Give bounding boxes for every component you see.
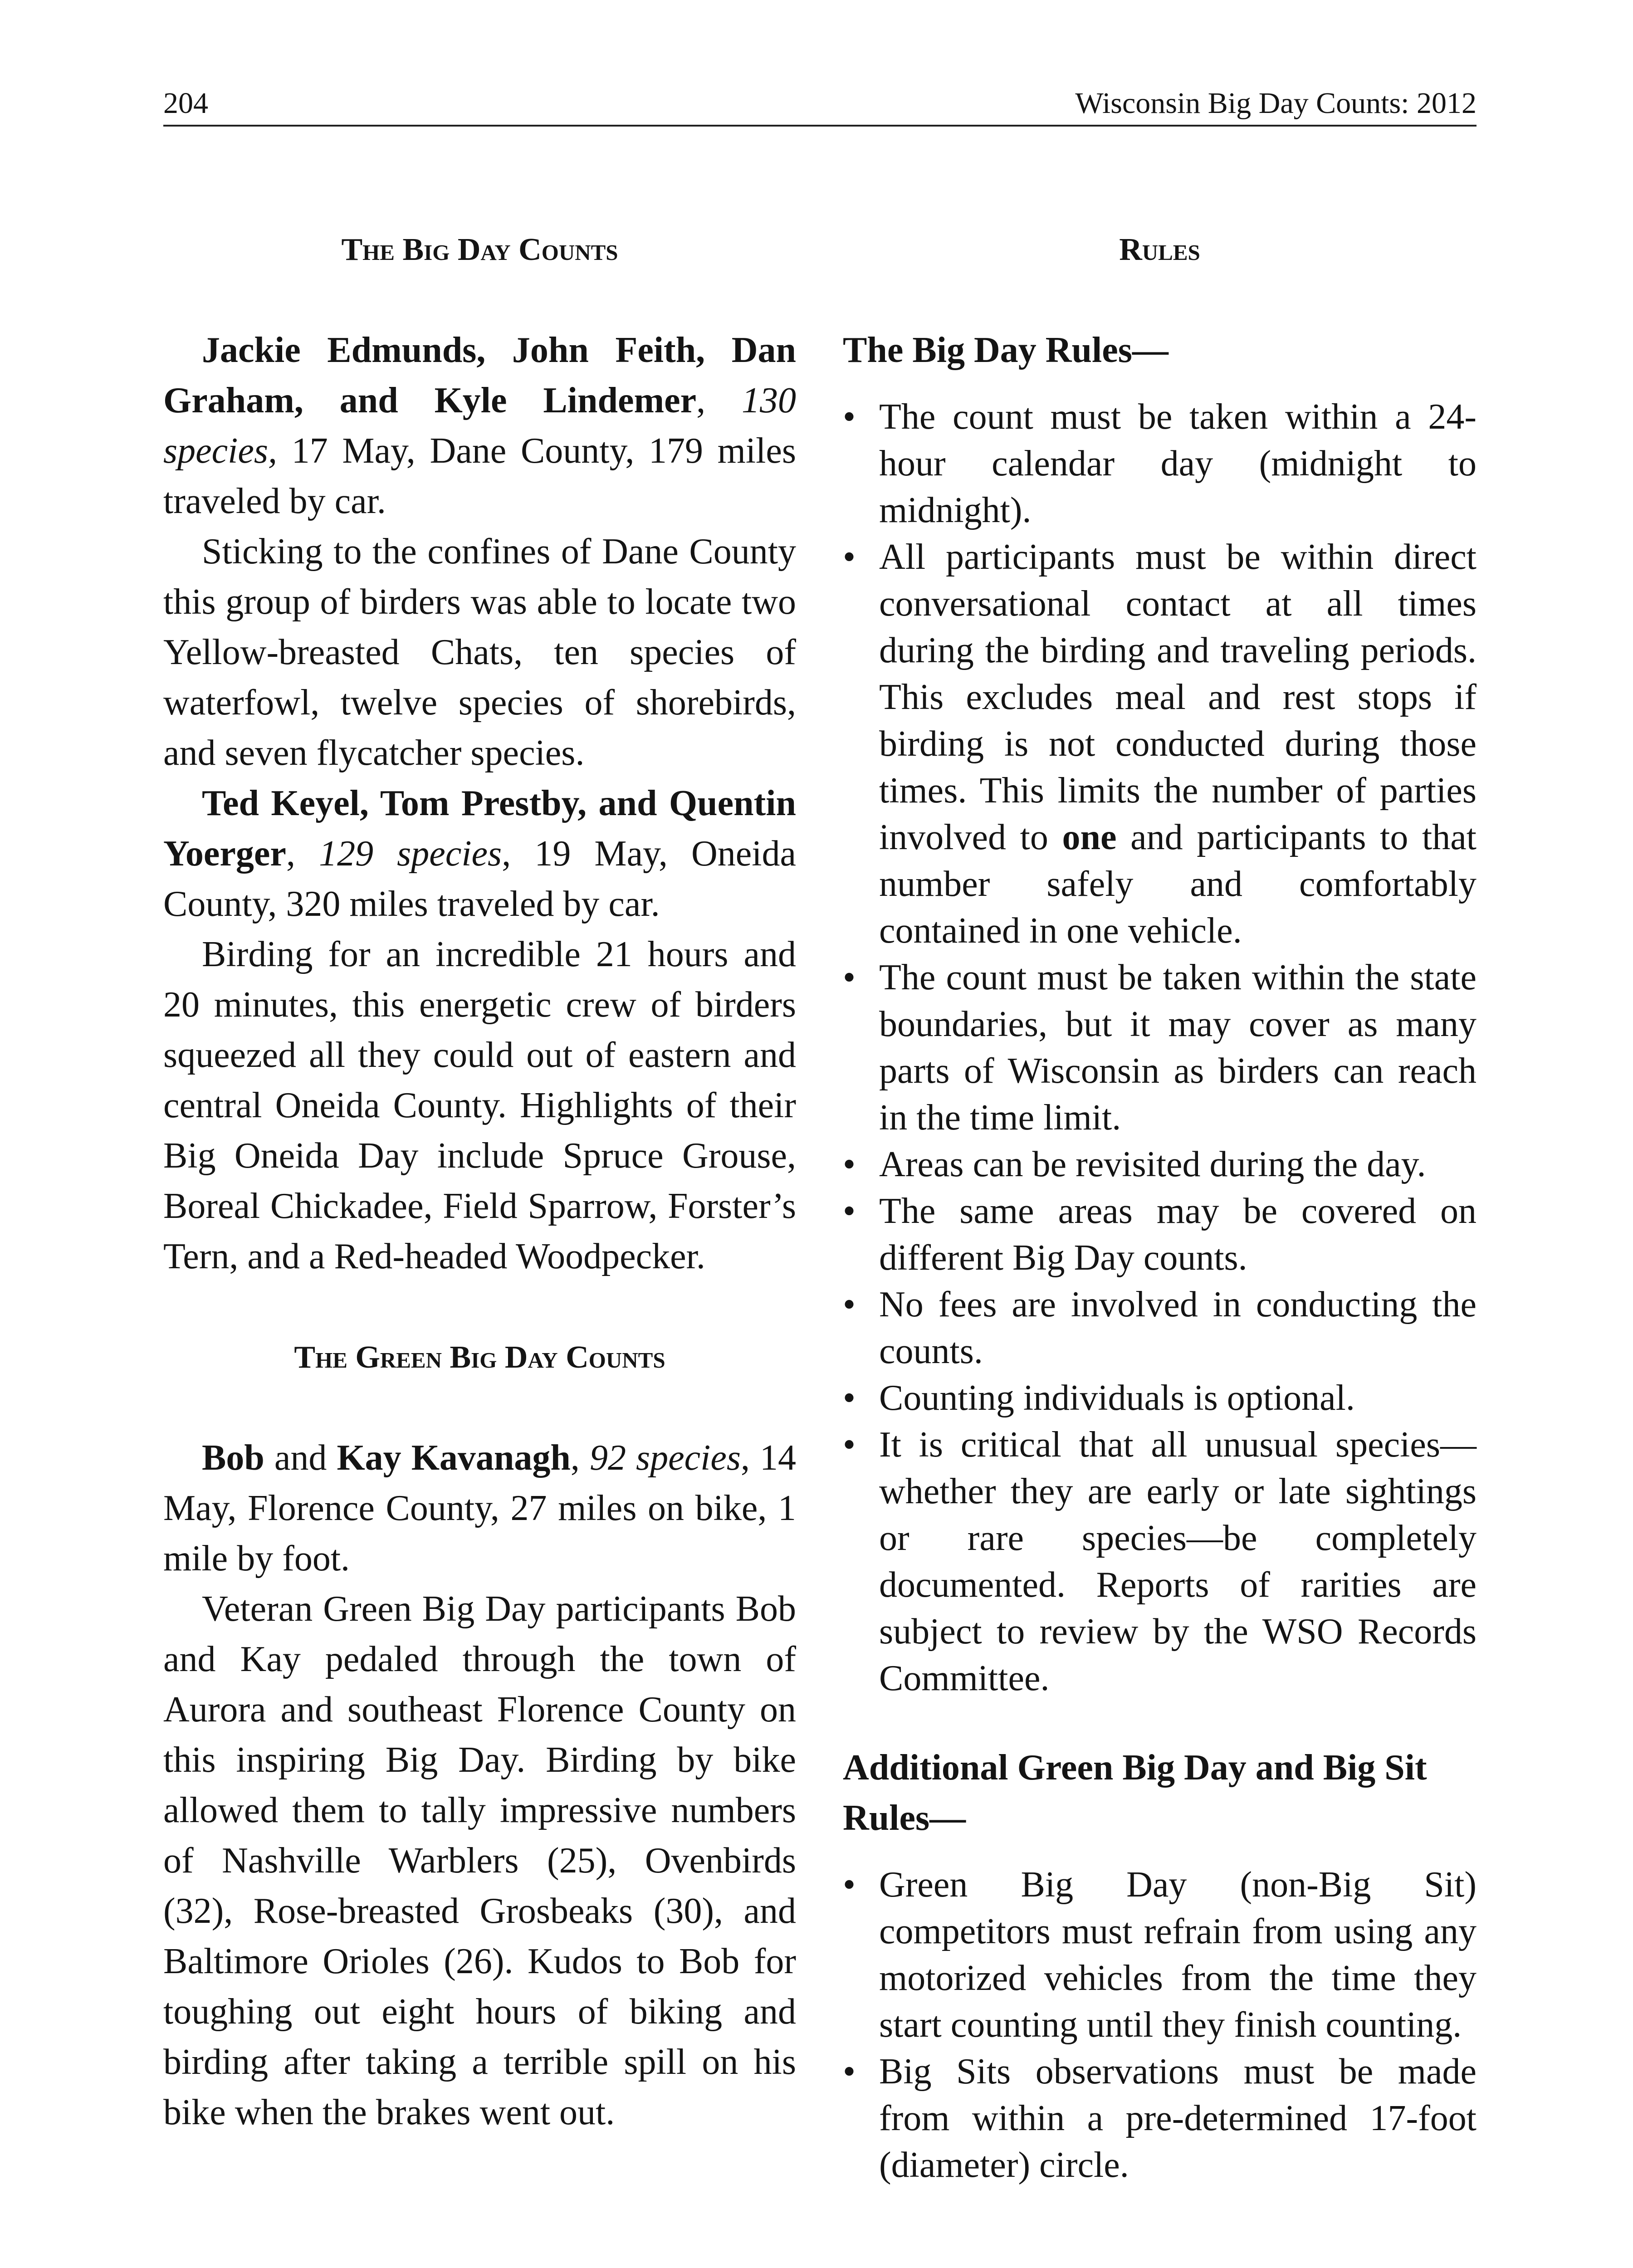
rules-heading: Rules (1119, 232, 1200, 267)
list-item: • The same areas may be covered on different Big Day counts. (843, 1188, 1477, 1281)
big-day-rules-heading: The Big Day Rules— (843, 330, 1169, 370)
bullet-icon: • (843, 1144, 856, 1184)
entry-details: , 19 May, Oneida County, 320 miles traveled by car. (163, 834, 797, 924)
green-rules-heading: Additional Green Big Day and Big Sit Rules— (843, 1748, 1427, 1838)
running-title: Wisconsin Big Day Counts: 2012 (1075, 87, 1477, 120)
right-column (843, 225, 1477, 2189)
entry-edmunds-header: Jackie Edmunds, John Feith, Dan Graham, and Kyle Lindemer, 130 species, 17 May, Dane County, 179 miles traveled by car. (163, 330, 797, 521)
list-item: • The count must be taken within a 24-hour calendar day (midnight to midnight). (843, 394, 1477, 534)
big-day-rules-list (843, 394, 1477, 1702)
bullet-icon: • (843, 1378, 856, 1418)
bullet-icon: • (843, 1425, 856, 1465)
bullet-icon: • (843, 2052, 856, 2092)
entry-name-kay: Kay Kavanagh (337, 1438, 571, 1478)
page-header (163, 82, 1477, 127)
list-item: • All participants must be within direct conversational contact at all times during the birding and traveling periods. This excludes meal and rest stops if birding is not conducted during those times. This limits the number of parties involved to one and participants to that number safely and comfortably contained in one vehicle. (843, 534, 1477, 954)
entry-kavanagh-header: Bob and Kay Kavanagh, 92 species, 14 May, Florence County, 27 miles on bike, 1 mile by foot. (163, 1438, 797, 1579)
entry-species: 92 species (589, 1438, 741, 1478)
entry-edmunds-body: Sticking to the confines of Dane County this group of birders was able to locate two Yellow-breasted Chats, ten species of waterfowl, twelve species of shorebirds, and seven flycatcher species. (163, 532, 796, 773)
green-rules-list (843, 1862, 1477, 2189)
big-day-counts-heading: The Big Day Counts (341, 232, 618, 267)
page-number: 204 (163, 87, 208, 120)
list-item: • It is critical that all unusual species—whether they are early or late sightings or rare species—be completely documented. Reports of rarities are subject to review by the WSO Records Committee. (843, 1422, 1477, 1702)
entry-names: Ted Keyel, Tom Prestby, and Quentin Yoerger (163, 783, 796, 874)
bullet-icon: • (843, 537, 856, 577)
bullet-icon: • (843, 1285, 856, 1325)
entry-names: Jackie Edmunds, John Feith, Dan Graham, and Kyle Lindemer (163, 330, 796, 420)
bullet-icon: • (843, 958, 856, 997)
list-item: • Counting individuals is optional. (843, 1375, 1477, 1422)
list-item: • The count must be taken within the state boundaries, but it may cover as many parts of Wisconsin as birders can reach in the time limit. (843, 954, 1477, 1141)
bullet-icon: • (843, 1191, 856, 1231)
bullet-icon: • (843, 397, 856, 437)
entry-species: 129 species (319, 834, 502, 874)
list-item: • Areas can be revisited during the day. (843, 1141, 1477, 1188)
bullet-icon: • (843, 1865, 856, 1905)
entry-species: 130 species, (163, 381, 797, 471)
entry-kavanagh-body: Veteran Green Big Day participants Bob and Kay pedaled through the town of Aurora and southeast Florence County on this inspiring Big Day. Birding by bike allowed them to tally impressive numbers of Nashville Warblers (25), Ovenbirds (32), Rose-breasted Grosbeaks (30), and Baltimore Orioles (26). Kudos to Bob for toughing out eight hours of biking and birding after taking a terrible spill on his bike when the brakes went out. (163, 1589, 796, 2132)
entry-details: 17 May, Dane County, 179 miles traveled by car. (163, 431, 796, 521)
green-big-day-counts-heading: The Green Big Day Counts (294, 1340, 665, 1375)
entry-details: , 14 May, Florence County, 27 miles on bike, 1 mile by foot. (163, 1438, 797, 1579)
list-item: • No fees are involved in conducting the counts. (843, 1281, 1477, 1375)
list-item: • Green Big Day (non-Big Sit) competitors must refrain from using any motorized vehicles from the time they start counting until they finish counting. (843, 1862, 1477, 2048)
list-item: • Big Sits observations must be made from within a pre-determined 17-foot (diameter) circle. (843, 2048, 1477, 2189)
left-column (163, 225, 796, 2138)
entry-keyel-body: Birding for an incredible 21 hours and 20 minutes, this energetic crew of birders squeezed all they could out of eastern and central Oneida County. Highlights of their Big Oneida Day include Spruce Grouse, Boreal Chickadee, Field Sparrow, Forster’s Tern, and a Red-headed Woodpecker. (163, 934, 796, 1276)
entry-keyel-header: Ted Keyel, Tom Prestby, and Quentin Yoerger, 129 species, 19 May, Oneida County, 320 miles traveled by car. (163, 783, 797, 924)
entry-name-bob: Bob (202, 1438, 264, 1478)
